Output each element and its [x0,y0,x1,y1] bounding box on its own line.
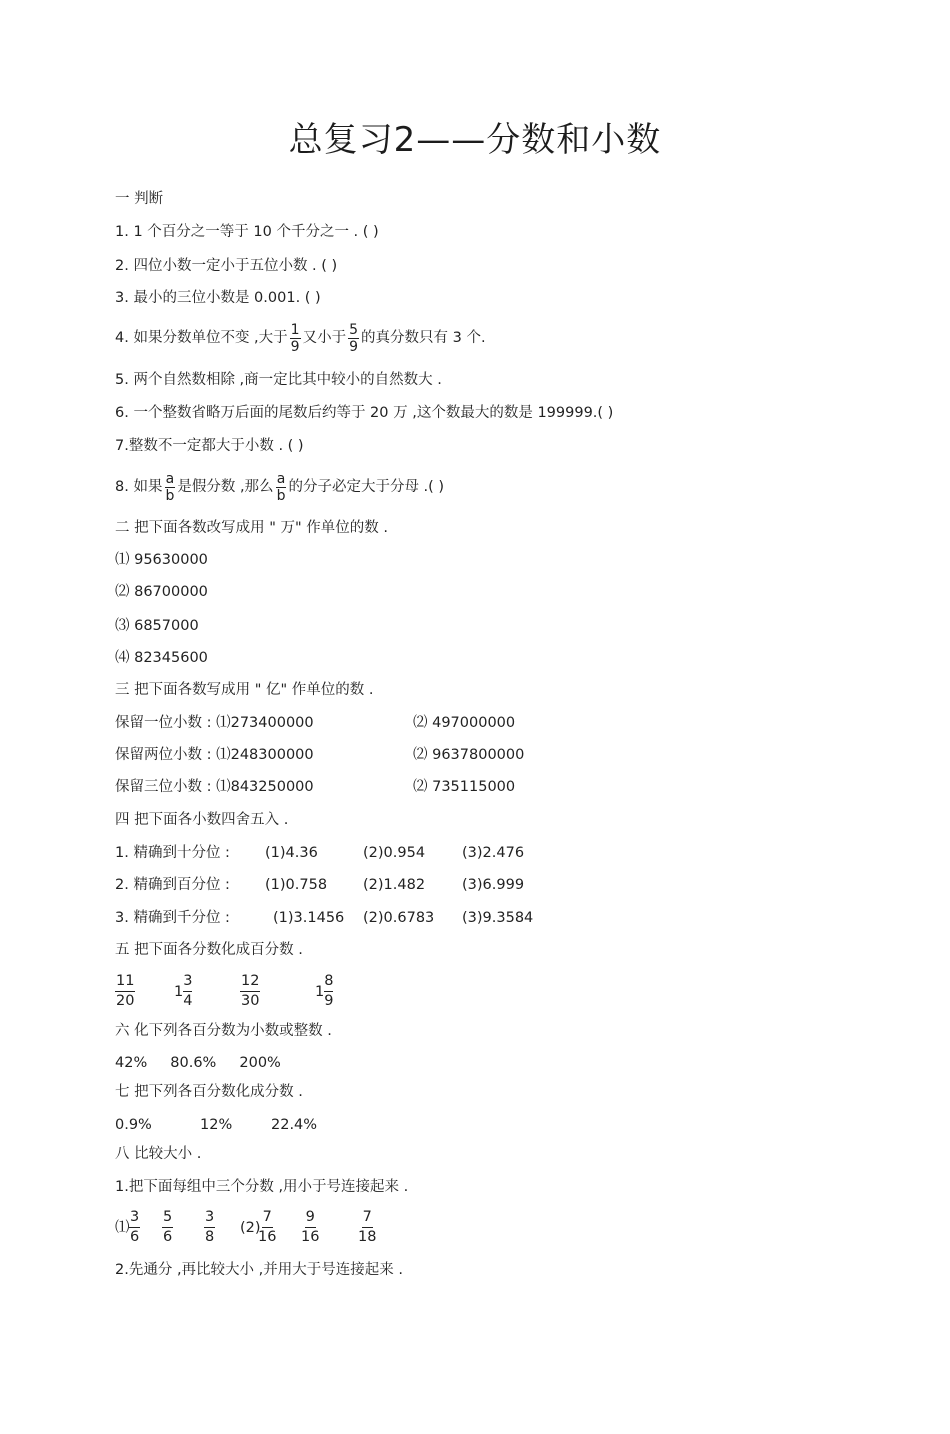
section-8-heading: 八 比较大小 . [115,1146,202,1162]
page-title: 总复习2——分数和小数 [288,120,662,160]
denominator: 9 [349,338,359,355]
denominator: 16 [258,1229,277,1245]
denominator: 30 [241,993,260,1009]
numerator: a [165,470,175,487]
group-2-label: (2) [240,1220,261,1236]
numerator: 7 [362,1208,373,1228]
fraction [301,1208,319,1247]
s1-question-7: 7.整数不一定都大于小数 . ( ) [115,438,304,454]
s4-value: (2)1.482 [363,877,426,893]
group-1-label: ⑴ [115,1220,130,1236]
numerator: 3 [183,972,192,992]
s8-question-2: 2.先通分 ,再比较大小 ,并用大于号连接起来 . [115,1262,403,1278]
denominator: 20 [116,993,135,1009]
s4-value: (3)9.3584 [462,910,534,926]
s3-row-value: ⑵ 497000000 [413,715,516,731]
s1-question-2: 2. 四位小数一定小于五位小数 . ( ) [115,258,338,274]
numerator: 1 [290,321,300,338]
s4-value: (2)0.954 [363,845,426,861]
s2-item: ⑴ 95630000 [115,552,208,568]
fraction [115,972,135,1011]
s3-row-label: 保留三位小数 : ⑴843250000 [115,779,314,795]
section-7-heading: 七 把下列各百分数化成分数 . [115,1084,303,1100]
section-2-heading: 二 把下面各数改写成用 " 万" 作单位的数 . [115,520,388,536]
s8-question-1: 1.把下面每组中三个分数 ,用小于号连接起来 . [115,1179,409,1195]
fraction [240,972,260,1011]
numerator: 3 [204,1208,215,1228]
s4-value: (1)4.36 [265,845,318,861]
section-1-heading: 一 判断 [115,191,164,207]
q8-text-c: 的分子必定大于分母 .( ) [288,479,445,495]
whole-part: 1 [174,983,184,1000]
numerator: a [276,470,286,487]
s1-question-6: 6. 一个整数省略万后面的尾数后约等于 20 万 ,这个数最大的数是 199999.( ) [115,405,614,421]
s1-question-1: 1. 1 个百分之一等于 10 个千分之一 . ( ) [115,224,379,240]
q4-text-a: 4. 如果分数单位不变 ,大于 [115,330,288,346]
s7-value: 0.9% [115,1117,152,1133]
mixed-number [315,972,333,1011]
s1-question-4 [115,320,486,356]
section-3-heading: 三 把下面各数写成用 " 亿" 作单位的数 . [115,682,374,698]
denominator: 18 [358,1229,377,1245]
s4-row-label: 1. 精确到十分位 : [115,845,230,861]
fraction [183,972,192,1011]
denominator: 9 [290,338,300,355]
denominator: 9 [324,993,334,1009]
q4-text-b: 又小于 [302,330,347,346]
s6-values: 42% 80.6% 200% [115,1055,281,1071]
fraction [348,322,359,355]
numerator: 5 [349,321,359,338]
q4-text-c: 的真分数只有 3 个. [361,330,486,346]
s3-row-label: 保留两位小数 : ⑴248300000 [115,747,314,763]
section-6-heading: 六 化下列各百分数为小数或整数 . [115,1023,332,1039]
denominator: 8 [205,1229,215,1245]
s3-row-label: 保留一位小数 : ⑴273400000 [115,715,314,731]
numerator: 11 [115,972,135,992]
q8-text-a: 8. 如果 [115,479,163,495]
s2-item: ⑵ 86700000 [115,584,208,600]
s2-item: ⑶ 6857000 [115,618,199,634]
fraction [358,1208,376,1247]
numerator: 5 [162,1208,173,1228]
fraction [276,471,287,504]
numerator: 12 [240,972,260,992]
numerator: 7 [262,1208,273,1228]
fraction [324,972,333,1011]
denominator: 4 [183,993,193,1009]
s1-question-8 [115,469,444,505]
fraction [204,1208,215,1247]
denominator: b [165,487,175,504]
s4-value: (3)2.476 [462,845,525,861]
s2-item: ⑷ 82345600 [115,650,208,666]
numerator: 3 [129,1208,140,1228]
section-5-heading: 五 把下面各分数化成百分数 . [115,942,303,958]
whole-part: 1 [315,983,325,1000]
numerator: 8 [324,972,333,992]
fraction [164,471,175,504]
s4-value: (3)6.999 [462,877,525,893]
fraction [162,1208,173,1247]
s3-row-value: ⑵ 9637800000 [413,747,525,763]
numerator: 9 [305,1208,316,1228]
s4-value: (1)0.758 [265,877,328,893]
s4-value: (1)3.1456 [273,910,345,926]
section-4-heading: 四 把下面各小数四舍五入 . [115,812,289,828]
s7-value: 12% [200,1117,233,1133]
fraction [258,1208,276,1247]
denominator: 6 [163,1229,173,1245]
s4-row-label: 3. 精确到千分位 : [115,910,230,926]
s1-question-3: 3. 最小的三位小数是 0.001. ( ) [115,290,321,306]
denominator: 6 [130,1229,140,1245]
s4-row-label: 2. 精确到百分位 : [115,877,230,893]
s7-value: 22.4% [271,1117,318,1133]
denominator: 16 [301,1229,320,1245]
denominator: b [276,487,286,504]
mixed-number [174,972,192,1011]
s1-question-5: 5. 两个自然数相除 ,商一定比其中较小的自然数大 . [115,372,442,388]
fraction [290,322,301,355]
q8-text-b: 是假分数 ,那么 [177,479,274,495]
s3-row-value: ⑵ 735115000 [413,779,516,795]
s4-value: (2)0.6783 [363,910,435,926]
fraction [129,1208,140,1247]
